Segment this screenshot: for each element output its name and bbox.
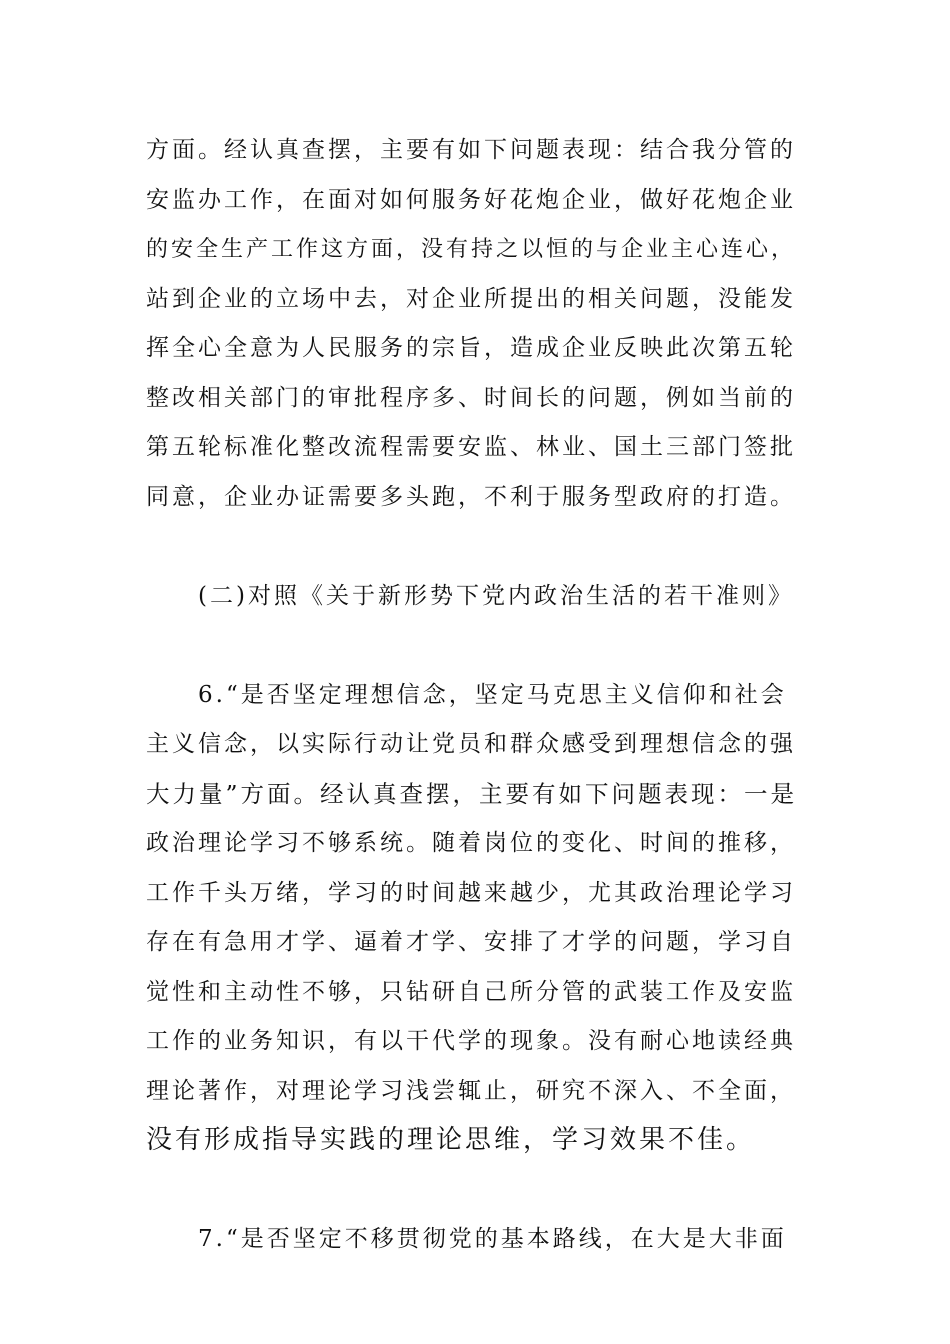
text-line: 工作的业务知识，有以干代学的现象。没有耐心地读经典 — [146, 1028, 796, 1054]
text-line: 7.“是否坚定不移贯彻党的基本路线，在大是大非面 — [198, 1226, 787, 1252]
paragraph-6 — [146, 671, 796, 1166]
text-line: 存在有急用才学、逼着才学、安排了才学的问题，学习自 — [146, 929, 796, 955]
paragraph-1 — [146, 126, 796, 522]
text-line: 大力量”方面。经认真查摆，主要有如下问题表现：一是 — [146, 779, 798, 808]
text-line: 整改相关部门的审批程序多、时间长的问题，例如当前的 — [146, 384, 796, 411]
text-line: 第五轮标准化整改流程需要安监、林业、国土三部门签批 — [146, 434, 796, 460]
paragraph-spacer — [146, 1166, 796, 1216]
text-line: 6.“是否坚定理想信念，坚定马克思主义信仰和社会 — [198, 681, 787, 708]
text-line: 工作千头万绪，学习的时间越来越少，尤其政治理论学习 — [146, 879, 796, 906]
paragraph-7 — [146, 1215, 796, 1265]
paragraph-spacer — [146, 621, 796, 671]
paragraph-spacer — [146, 522, 796, 572]
text-line: 的安全生产工作这方面，没有持之以恒的与企业主心连心， — [146, 237, 797, 262]
section-heading: (二)对照《关于新形势下党内政治生活的若干准则》 — [198, 582, 794, 609]
text-line: 挥全心全意为人民服务的宗旨，造成企业反映此次第五轮 — [146, 335, 796, 361]
text-line: 觉性和主动性不够，只钻研自己所分管的武装工作及安监 — [146, 978, 796, 1005]
text-line: 方面。经认真查摆，主要有如下问题表现：结合我分管的 — [146, 137, 796, 163]
text-line: 站到企业的立场中去，对企业所提出的相关问题，没能发 — [146, 285, 796, 312]
text-line: 同意，企业办证需要多头跑，不利于服务型政府的打造。 — [146, 483, 796, 510]
text-line: 理论著作，对理论学习浅尝辄止，研究不深入、不全面， — [146, 1077, 796, 1104]
text-line: 没有形成指导实践的理论思维，学习效果不佳。 — [146, 1125, 756, 1155]
document-body — [146, 126, 796, 1265]
text-line: 安监办工作，在面对如何服务好花炮企业，做好花炮企业 — [146, 186, 796, 213]
text-line: 主义信念，以实际行动让党员和群众感受到理想信念的强 — [146, 731, 796, 757]
text-line: 政治理论学习不够系统。随着岗位的变化、时间的推移， — [146, 830, 796, 856]
